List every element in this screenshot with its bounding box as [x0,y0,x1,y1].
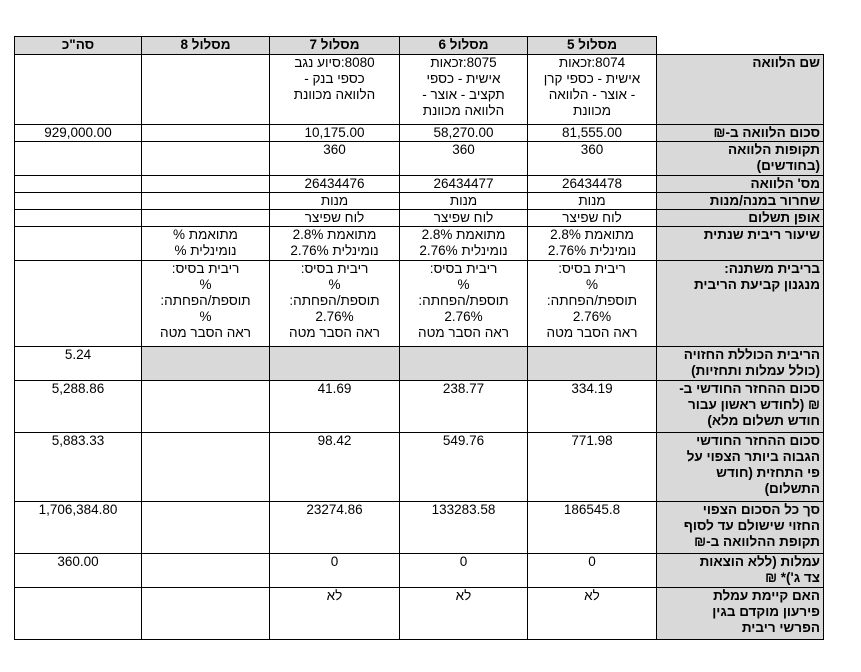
row-label-total-expected: סך כל הסכום הצפוי החזוי שישולם עד לסוף תקופת ההלוואה ב-₪ [657,502,824,554]
cell-expected-total-rate-track-5 [528,347,657,381]
cell-release-total [15,193,142,210]
row-label-fees: עמלות (ללא הוצאות צד ג')* ₪ [657,554,824,588]
cell-loan-number-track-8 [142,176,270,193]
cell-variable-rate-track-7: ריבית בסיס: % תוספת/הפחתה: 2.76% ראה הסבר מטה [270,261,400,347]
cell-loan-name-total [15,55,142,125]
row-label-expected-total-rate: הריבית הכוללת החזויה (כולל עמלות ותחזיות) [657,347,824,381]
column-header-total: סה"כ [15,37,142,55]
row-release [15,193,824,210]
row-label-loan-number: מס' הלוואה [657,176,824,193]
cell-expected-total-rate-track-6 [400,347,528,381]
cell-fees-track-8 [142,554,270,588]
cell-max-monthly-track-8 [142,433,270,502]
row-loan-number [15,176,824,193]
cell-fees-track-6: 0 [400,554,528,588]
row-label-annual-rate: שיעור ריבית שנתית [657,227,824,261]
cell-max-monthly-track-6: 549.76 [400,433,528,502]
cell-max-monthly-track-7: 98.42 [270,433,400,502]
cell-loan-amount-total: 929,000.00 [15,125,142,142]
row-first-monthly [15,381,824,433]
cell-fees-track-7: 0 [270,554,400,588]
row-label-prepayment-fee: האם קיימת עמלת פירעון מוקדם בגין הפרשי ריבית [657,588,824,640]
row-loan-amount [15,125,824,142]
row-loan-period [15,142,824,176]
row-label-variable-rate: בריבית משתנה: מנגנון קביעת הריבית [657,261,824,347]
cell-prepayment-fee-total [15,588,142,640]
cell-prepayment-fee-track-6: לא [400,588,528,640]
cell-loan-period-track-8 [142,142,270,176]
cell-variable-rate-total [15,261,142,347]
cell-prepayment-fee-track-5: לא [528,588,657,640]
row-loan-name [15,55,824,125]
row-label-max-monthly: סכום ההחזר החודשי הגבוה ביותר הצפוי על פי התחזית (חודש התשלום) [657,433,824,502]
cell-loan-name-track-8 [142,55,270,125]
cell-fees-total: 360.00 [15,554,142,588]
cell-total-expected-track-6: 133283.58 [400,502,528,554]
row-prepayment-fee [15,588,824,640]
row-expected-total-rate [15,347,824,381]
cell-first-monthly-track-5: 334.19 [528,381,657,433]
row-label-release: שחרור במנה/מנות [657,193,824,210]
cell-first-monthly-track-7: 41.69 [270,381,400,433]
row-payment-method [15,210,824,227]
row-max-monthly [15,433,824,502]
cell-loan-amount-track-8 [142,125,270,142]
cell-payment-method-track-8 [142,210,270,227]
row-label-loan-period: תקופות הלוואה (בחודשים) [657,142,824,176]
row-variable-rate [15,261,824,347]
cell-loan-number-track-7: 26434476 [270,176,400,193]
cell-fees-track-5: 0 [528,554,657,588]
cell-loan-period-track-6: 360 [400,142,528,176]
cell-payment-method-total [15,210,142,227]
cell-payment-method-track-5: לוח שפיצר [528,210,657,227]
cell-annual-rate-total [15,227,142,261]
cell-first-monthly-track-8 [142,381,270,433]
cell-loan-name-track-6: 8075:זכאות אישית - כספי תקציב - אוצר - הלוואה מכוונת [400,55,528,125]
cell-loan-amount-track-5: 81,555.00 [528,125,657,142]
cell-loan-amount-track-6: 58,270.00 [400,125,528,142]
cell-total-expected-total: 1,706,384.80 [15,502,142,554]
row-label-payment-method: אופן תשלום [657,210,824,227]
row-annual-rate [15,227,824,261]
cell-annual-rate-track-7: מתואמת 2.8% נומינלית 2.76% [270,227,400,261]
column-header-track-7: מסלול 7 [270,37,400,55]
cell-loan-period-track-7: 360 [270,142,400,176]
cell-payment-method-track-7: לוח שפיצר [270,210,400,227]
cell-release-track-7: מנות [270,193,400,210]
column-header-track-5: מסלול 5 [528,37,657,55]
cell-loan-period-total [15,142,142,176]
cell-release-track-8 [142,193,270,210]
cell-variable-rate-track-6: ריבית בסיס: % תוספת/הפחתה: 2.76% ראה הסבר מטה [400,261,528,347]
cell-expected-total-rate-track-8 [142,347,270,381]
cell-loan-name-track-7: 8080:סיוע נגב כספי בנק - הלוואה מכוונת [270,55,400,125]
cell-loan-number-total [15,176,142,193]
cell-first-monthly-total: 5,288.86 [15,381,142,433]
row-fees [15,554,824,588]
cell-variable-rate-track-5: ריבית בסיס: % תוספת/הפחתה: 2.76% ראה הסבר מטה [528,261,657,347]
cell-max-monthly-track-5: 771.98 [528,433,657,502]
cell-total-expected-track-7: 23274.86 [270,502,400,554]
cell-expected-total-rate-total: 5.24 [15,347,142,381]
cell-loan-number-track-6: 26434477 [400,176,528,193]
cell-loan-number-track-5: 26434478 [528,176,657,193]
cell-annual-rate-track-8: מתואמת % נומינלית % [142,227,270,261]
cell-annual-rate-track-5: מתואמת 2.8% נומינלית 2.76% [528,227,657,261]
column-header-track-8: מסלול 8 [142,37,270,55]
row-label-loan-name: שם הלוואה [657,55,824,125]
cell-max-monthly-total: 5,883.33 [15,433,142,502]
column-header-track-6: מסלול 6 [400,37,528,55]
cell-loan-amount-track-7: 10,175.00 [270,125,400,142]
cell-expected-total-rate-track-7 [270,347,400,381]
row-label-loan-amount: סכום הלוואה ב-₪ [657,125,824,142]
cell-prepayment-fee-track-7: לא [270,588,400,640]
row-total-expected [15,502,824,554]
loan-comparison-table [14,36,824,640]
cell-release-track-5: מנות [528,193,657,210]
cell-loan-period-track-5: 360 [528,142,657,176]
cell-total-expected-track-5: 186545.8 [528,502,657,554]
cell-variable-rate-track-8: ריבית בסיס: % תוספת/הפחתה: % ראה הסבר מטה [142,261,270,347]
cell-loan-name-track-5: 8074:זכאות אישית - כספי קרן - אוצר - הלוואה מכוונת [528,55,657,125]
row-label-first-monthly: סכום ההחזר החודשי ב- ₪ (לחודש ראשון עבור חודש תשלום מלא) [657,381,824,433]
header-row [15,37,824,55]
cell-prepayment-fee-track-8 [142,588,270,640]
cell-total-expected-track-8 [142,502,270,554]
header-corner-cell [657,37,824,55]
cell-first-monthly-track-6: 238.77 [400,381,528,433]
cell-payment-method-track-6: לוח שפיצר [400,210,528,227]
cell-annual-rate-track-6: מתואמת 2.8% נומינלית 2.76% [400,227,528,261]
cell-release-track-6: מנות [400,193,528,210]
